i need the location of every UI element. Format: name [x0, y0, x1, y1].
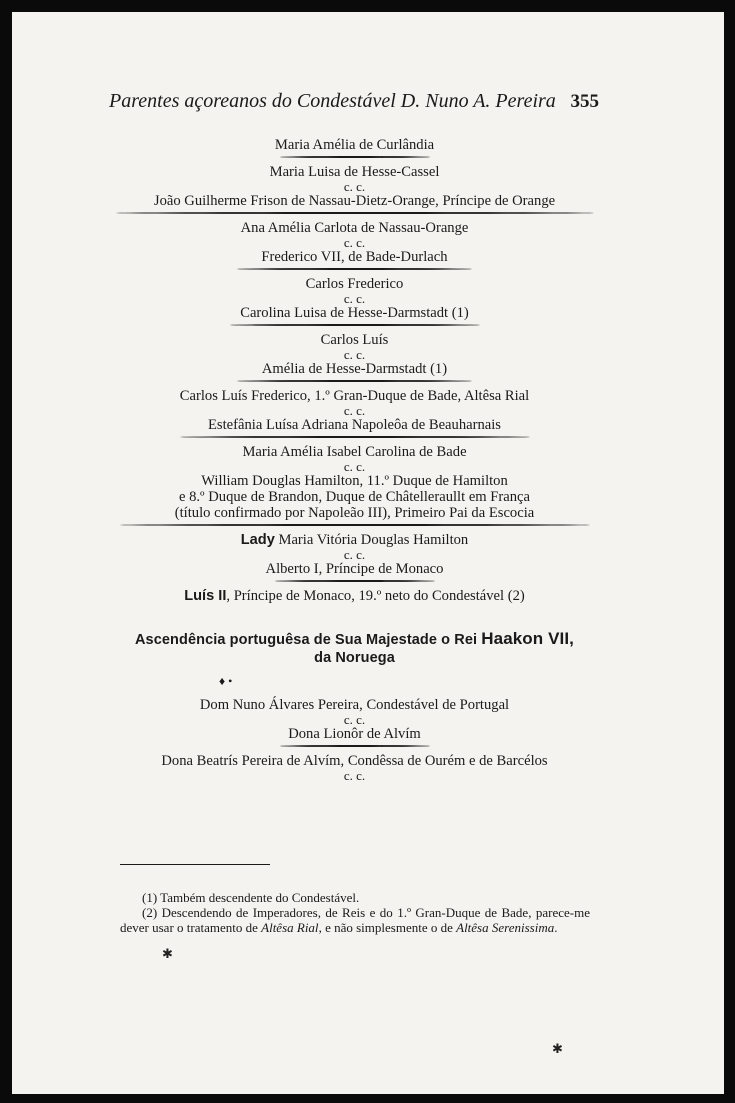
name-prefix: Luís II	[184, 588, 227, 604]
asterisk-mark-icon: ✱	[162, 947, 173, 962]
cc-marker: c. c.	[343, 459, 366, 474]
page-number: 355	[570, 91, 599, 112]
cc-marker: c. c.	[343, 547, 366, 562]
divider-rule	[280, 745, 430, 747]
book-page	[12, 12, 724, 1094]
footnote-2-italic: Altêsa Rial	[261, 920, 319, 935]
genealogy-lineage	[107, 137, 602, 782]
divider-rule	[275, 580, 435, 582]
cc-marker: c. c.	[343, 403, 366, 418]
asterisk-mark-icon: ✱	[552, 1042, 563, 1057]
lineage-name: Maria Amélia Isabel Carolina de Bade	[242, 444, 467, 460]
lineage-name: Maria Amélia de Curlândia	[274, 137, 435, 153]
name-text: , Príncipe de Monaco, 19.º neto do Condestável (2)	[226, 588, 525, 604]
divider-rule	[237, 380, 472, 382]
footnotes	[120, 890, 590, 935]
cc-marker: c. c.	[343, 235, 366, 250]
lineage-name	[107, 532, 602, 548]
divider-rule	[116, 212, 594, 214]
footnote-2	[120, 905, 590, 935]
divider-rule	[280, 156, 430, 158]
cc-marker: c. c.	[343, 179, 366, 194]
running-head	[109, 90, 599, 113]
footnote-2-text: (2) Descendendo de Imperadores, de Reis e do 1.º Gran-Duque de Bade, parece-me dever usar o tratamento de	[120, 905, 590, 935]
section-heading-line2: da Noruega	[314, 650, 395, 666]
footnote-2-italic: Altêsa Serenissima	[456, 920, 555, 935]
lineage-spouse-line: e 8.º Duque de Brandon, Duque de Châtelleraullt em França	[178, 489, 530, 505]
section-heading-king: Haakon VII,	[481, 629, 575, 648]
divider-rule	[180, 436, 530, 438]
ornament-icon: ♦ •	[219, 674, 233, 688]
lineage-spouse: Amélia de Hesse-Darmstadt (1)	[261, 361, 448, 377]
footnote-divider	[120, 864, 270, 865]
cc-marker: c. c.	[343, 712, 366, 727]
cc-marker: c. c.	[343, 347, 366, 362]
lineage-spouse-line: (título confirmado por Napoleão III), Primeiro Pai da Escocia	[174, 505, 535, 521]
name-prefix: Lady	[240, 532, 275, 548]
divider-rule	[230, 324, 480, 326]
lineage-spouse: Carolina Luisa de Hesse-Darmstadt (1)	[240, 305, 469, 321]
lineage-name: Dom Nuno Álvares Pereira, Condestável de Portugal	[199, 697, 510, 713]
lineage-name	[107, 588, 602, 604]
lineage-spouse: Estefânia Luísa Adriana Napoleôa de Beauharnais	[208, 417, 501, 433]
section-heading	[107, 630, 602, 667]
lineage-spouse: Alberto I, Príncipe de Monaco	[265, 561, 444, 577]
lineage-spouse: Frederico VII, de Bade-Durlach	[261, 249, 448, 265]
footnote-2-text: , e não simplesmente o de	[318, 920, 457, 935]
divider-rule	[120, 524, 590, 526]
lineage-name: Maria Luisa de Hesse-Cassel	[269, 164, 440, 180]
divider-rule	[237, 268, 472, 270]
lineage-spouse: João Guilherme Frison de Nassau-Dietz-Orange, Príncipe de Orange	[153, 193, 556, 209]
lineage-name: Carlos Frederico	[305, 276, 404, 292]
lineage-name: Ana Amélia Carlota de Nassau-Orange	[240, 220, 469, 236]
footnote-2-text: .	[554, 920, 558, 935]
lineage-spouse: Dona Lionôr de Alvím	[288, 726, 421, 742]
lineage-name: Carlos Luís	[320, 332, 389, 348]
lineage-name: Carlos Luís Frederico, 1.º Gran-Duque de Bade, Altêsa Rial	[179, 388, 530, 404]
lineage-name: Dona Beatrís Pereira de Alvím, Condêssa de Ourém e de Barcélos	[161, 753, 548, 769]
running-title: Parentes açoreanos do Condestável D. Nuno A. Pereira	[109, 90, 556, 112]
footnote-1: (1) Também descendente do Condestável.	[142, 890, 360, 905]
cc-marker: c. c.	[343, 768, 366, 783]
lineage-spouse-line: William Douglas Hamilton, 11.º Duque de Hamilton	[201, 473, 508, 489]
name-text: Maria Vitória Douglas Hamilton	[278, 532, 469, 548]
section-heading-line1: Ascendência portuguêsa de Sua Majestade o Rei	[134, 632, 478, 648]
cc-marker: c. c.	[343, 291, 366, 306]
